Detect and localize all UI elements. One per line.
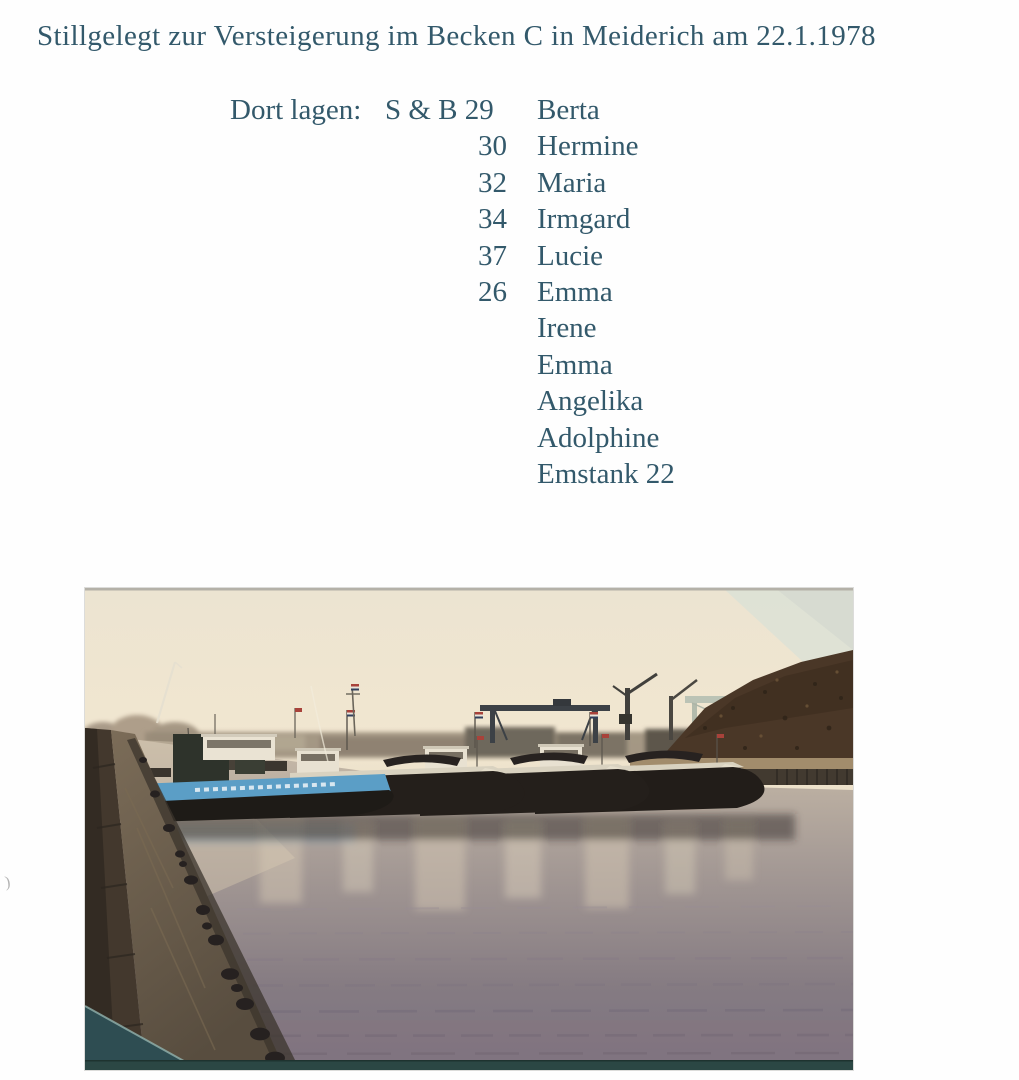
list-intro: Dort lagen: [230,94,362,126]
photo-bottom-edge [85,1060,853,1062]
list-row-number [385,310,507,346]
list-row-name: Lucie [537,239,604,272]
list-row-name: Hermine [537,130,639,163]
list-spacer [230,310,385,346]
list-row-number: 37 [478,239,507,272]
pen-mark: ) [3,873,12,892]
list-spacer [230,165,385,201]
list-row-name: Angelika [537,385,644,418]
list-row-number: 34 [478,203,507,236]
list-row-name: Emma [537,276,613,309]
list-row-number: 26 [478,276,507,309]
list-row-name: Irmgard [537,203,631,236]
list-row-name: Adolphine [537,421,660,454]
list-spacer [230,201,385,237]
list-row-name: Emma [537,348,613,381]
list-spacer [230,128,385,164]
list-row-number: S & B 29 [385,94,494,126]
list-row-number: 32 [478,166,507,199]
list-spacer [230,274,385,310]
mooring-list [230,92,675,492]
list-row-number [385,383,507,419]
list-spacer [230,347,385,383]
list-row-number [385,347,507,383]
list-row-name: Emstank 22 [537,458,675,491]
list-spacer [230,420,385,456]
list-row-name: Maria [537,166,607,199]
page-title: Stillgelegt zur Versteigerung im Becken C in Meiderich am 22.1.1978 [37,20,876,52]
photo-top-edge [85,588,853,591]
photo-bottom-edge-teal [85,1062,853,1071]
list-row-number: 30 [478,130,507,163]
list-row-name: Berta [537,94,600,126]
harbor-photograph [85,588,853,1070]
list-spacer [230,456,385,492]
list-row-name: Irene [537,312,597,345]
list-row-number [385,456,507,492]
list-spacer [230,238,385,274]
list-row-number [385,420,507,456]
list-spacer [230,383,385,419]
